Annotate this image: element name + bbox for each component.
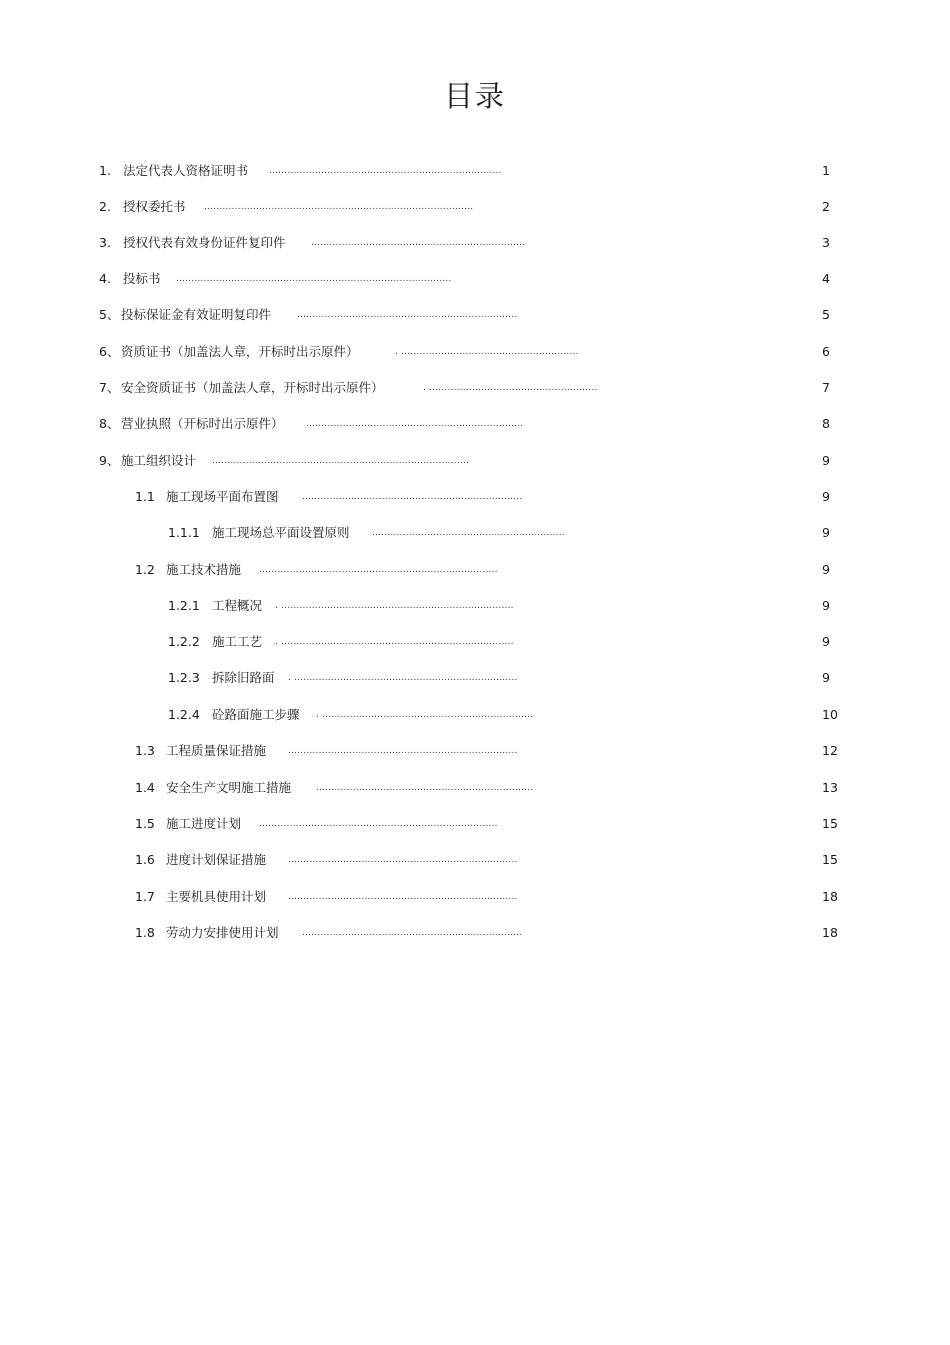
toc-entry-leader: . ............................................................................ — [275, 637, 514, 647]
toc-entry-leader: . ..................................................................... — [316, 710, 534, 720]
toc-entry-number: 1.2.2 — [168, 634, 200, 649]
toc-entry-leader: ........................................................................... — [288, 746, 518, 756]
toc-entry-page: 9 — [822, 453, 830, 468]
toc-entry-title: 施工工艺 — [212, 634, 263, 649]
toc-entry[interactable] — [0, 522, 950, 544]
toc-entry-number: 7、 — [99, 380, 120, 395]
toc-entry[interactable] — [0, 849, 950, 871]
toc-entry-page: 9 — [822, 670, 830, 685]
toc-entry-number: 1.3 — [135, 743, 155, 758]
toc-entry-title: 施工技术措施 — [166, 562, 242, 577]
toc-entry-number: 9、 — [99, 453, 120, 468]
toc-entry-leader: . .......................................................... — [395, 347, 579, 357]
toc-entry-page: 9 — [822, 489, 830, 504]
toc-entry-leader: ........................................................................... — [288, 892, 518, 902]
toc-entry-title: 劳动力安排使用计划 — [166, 925, 279, 940]
toc-entry-leader: ........................................................................... — [288, 855, 518, 865]
toc-entry[interactable] — [0, 413, 950, 435]
toc-entry-page: 15 — [822, 852, 838, 867]
toc-entry-leader: ........................................................................................ — [204, 202, 474, 212]
toc-entry[interactable] — [0, 886, 950, 908]
toc-entry-number: 1.1 — [135, 489, 155, 504]
toc-entry-title: 投标保证金有效证明复印件 — [121, 307, 272, 322]
toc-entry[interactable] — [0, 777, 950, 799]
toc-entry-number: 8、 — [99, 416, 120, 431]
toc-entry-number: 6、 — [99, 344, 120, 359]
toc-entry-number: 1.7 — [135, 889, 155, 904]
toc-entry-page: 12 — [822, 743, 838, 758]
toc-entry-number: 5、 — [99, 307, 120, 322]
toc-entry-leader: ....................................................................... — [316, 783, 534, 793]
toc-entry-title: 主要机具使用计划 — [166, 889, 267, 904]
toc-entry-page: 8 — [822, 416, 830, 431]
toc-entry[interactable] — [0, 595, 950, 617]
toc-entry-page: 1 — [822, 163, 830, 178]
toc-entry-page: 5 — [822, 307, 830, 322]
toc-entry-leader: ...................................................................... — [311, 238, 526, 248]
toc-entry-page: 13 — [822, 780, 838, 795]
toc-entry[interactable] — [0, 813, 950, 835]
toc-entry-number: 1.8 — [135, 925, 155, 940]
toc-entry[interactable] — [0, 304, 950, 326]
toc-entry-number: 1.4 — [135, 780, 155, 795]
toc-entry-page: 3 — [822, 235, 830, 250]
document-title: 目录 — [443, 79, 506, 113]
toc-entry-leader: . ......................................................................... — [288, 673, 518, 683]
toc-entry[interactable] — [0, 922, 950, 944]
toc-entry-title: 营业执照（开标时出示原件） — [121, 416, 284, 431]
toc-entry[interactable] — [0, 704, 950, 726]
toc-entry-number: 1.2 — [135, 562, 155, 577]
toc-entry[interactable] — [0, 450, 950, 472]
toc-entry-page: 9 — [822, 562, 830, 577]
toc-entry-number: 1.2.1 — [168, 598, 200, 613]
toc-entry-page: 15 — [822, 816, 838, 831]
toc-entry-page: 6 — [822, 344, 830, 359]
toc-entry[interactable] — [0, 377, 950, 399]
toc-entry-title: 安全生产文明施工措施 — [166, 780, 292, 795]
toc-entry[interactable] — [0, 667, 950, 689]
toc-entry-number: 1.1.1 — [168, 525, 200, 540]
toc-entry-leader: ............................................................... — [372, 528, 565, 538]
toc-entry-title: 投标书 — [123, 271, 161, 286]
toc-entry-number: 1. — [99, 163, 111, 178]
toc-entry-number: 1.2.3 — [168, 670, 200, 685]
toc-entry-title: 砼路面施工步骤 — [212, 707, 300, 722]
toc-entry-page: 9 — [822, 598, 830, 613]
toc-entry-leader: ........................................................................ — [297, 310, 518, 320]
toc-entry-title: 施工现场平面布置图 — [166, 489, 279, 504]
toc-entry-leader: .................................................................................... — [212, 456, 470, 466]
toc-entry-number: 1.5 — [135, 816, 155, 831]
toc-entry[interactable] — [0, 341, 950, 363]
toc-entry[interactable] — [0, 631, 950, 653]
toc-entry[interactable] — [0, 196, 950, 218]
toc-entry-title: 工程质量保证措施 — [166, 743, 267, 758]
toc-entry-page: 4 — [822, 271, 830, 286]
toc-entry[interactable] — [0, 232, 950, 254]
toc-entry-page: 18 — [822, 925, 838, 940]
toc-entry-title: 资质证书（加盖法人章，开标时出示原件） — [121, 344, 359, 359]
toc-entry-page: 18 — [822, 889, 838, 904]
toc-entry[interactable] — [0, 559, 950, 581]
toc-entry-title: 工程概况 — [212, 598, 263, 613]
toc-entry[interactable] — [0, 268, 950, 290]
toc-entry-page: 9 — [822, 525, 830, 540]
toc-entry-number: 3. — [99, 235, 111, 250]
toc-entry-title: 授权代表有效身份证件复印件 — [123, 235, 286, 250]
toc-entry-leader: . ............................................................................ — [275, 601, 514, 611]
toc-entry-leader: ........................................................................ — [302, 928, 523, 938]
toc-entry-title: 法定代表人资格证明书 — [123, 163, 249, 178]
toc-entry-page: 2 — [822, 199, 830, 214]
toc-entry-leader: ....................................................................... — [306, 419, 524, 429]
toc-entry-title: 施工现场总平面设置原则 — [212, 525, 350, 540]
toc-entry[interactable] — [0, 160, 950, 182]
toc-entry-leader: ........................................................................ — [302, 492, 523, 502]
toc-entry-leader: . ....................................................... — [423, 383, 598, 393]
toc-entry[interactable] — [0, 740, 950, 762]
toc-entry-title: 进度计划保证措施 — [166, 852, 267, 867]
toc-entry-page: 9 — [822, 634, 830, 649]
toc-entry-leader: .............................................................................. — [259, 819, 498, 829]
toc-entry-leader: ............................................................................ — [269, 166, 502, 176]
toc-entry-number: 1.2.4 — [168, 707, 200, 722]
toc-entry-number: 1.6 — [135, 852, 155, 867]
toc-entry-title: 授权委托书 — [123, 199, 186, 214]
toc-entry-leader: .............................................................................. — [259, 565, 498, 575]
toc-entry-title: 施工进度计划 — [166, 816, 242, 831]
toc-entry-title: 施工组织设计 — [121, 453, 197, 468]
toc-entry[interactable] — [0, 486, 950, 508]
toc-entry-number: 4. — [99, 271, 111, 286]
toc-entry-title: 拆除旧路面 — [212, 670, 275, 685]
toc-entry-leader: .......................................................................................... — [176, 274, 452, 284]
toc-entry-title: 安全资质证书（加盖法人章，开标时出示原件） — [121, 380, 384, 395]
toc-entry-page: 10 — [822, 707, 838, 722]
toc-entry-page: 7 — [822, 380, 830, 395]
toc-entry-number: 2. — [99, 199, 111, 214]
